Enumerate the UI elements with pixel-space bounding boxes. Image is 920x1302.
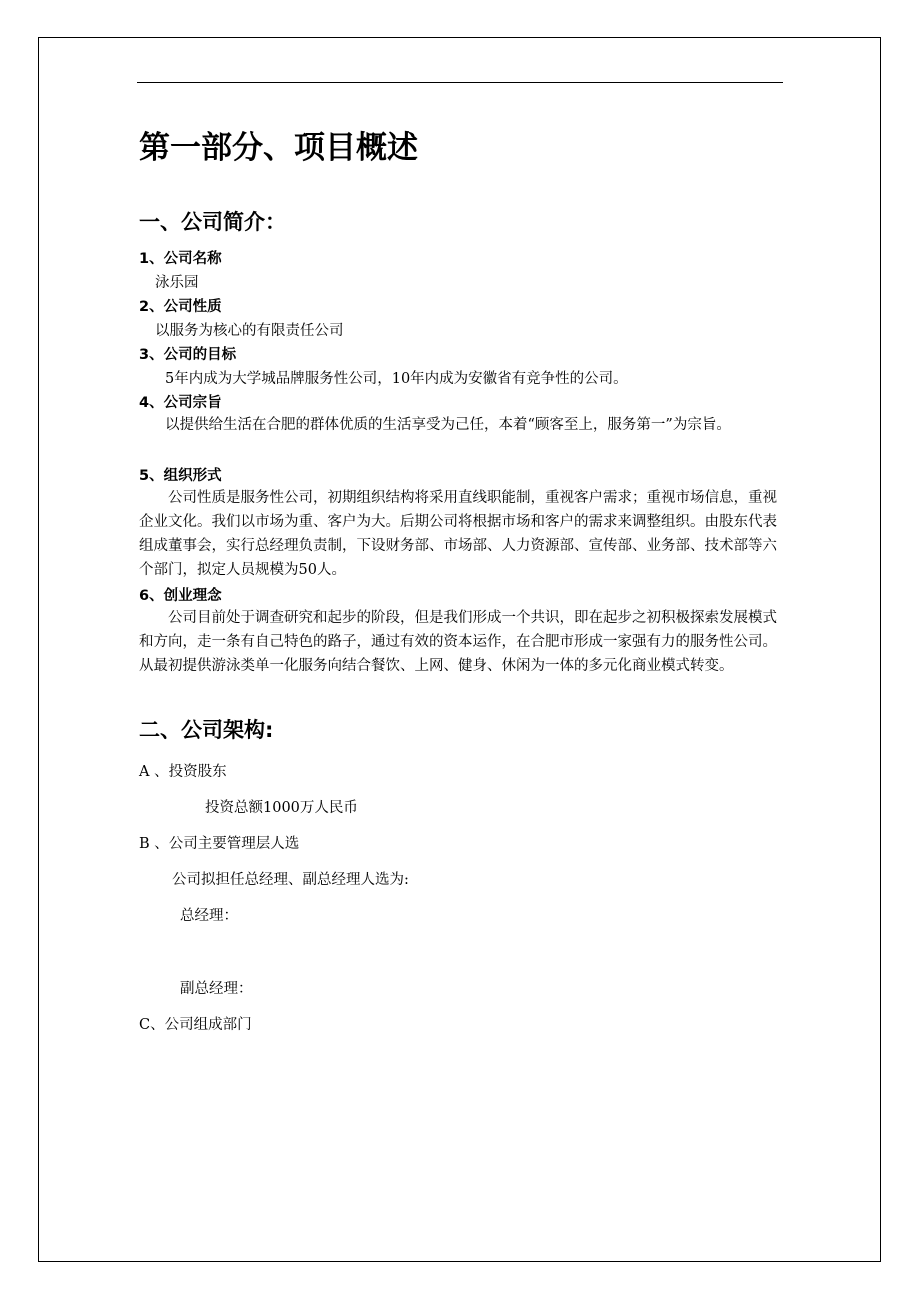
investment-amount-text: 投资总额1000万人民币 <box>205 800 358 816</box>
departments-label: C、公司组成部门 <box>139 1017 252 1033</box>
investor-label: A 、投资股东 <box>139 764 227 780</box>
management-intro-text: 公司拟担任总经理、副总经理人选为: <box>172 872 409 888</box>
organization-form-heading: 5、组织形式 <box>139 468 222 484</box>
company-nature-text: 以服务为核心的有限责任公司 <box>155 323 344 339</box>
management-label: B 、公司主要管理层人选 <box>139 836 300 852</box>
company-name-text: 泳乐园 <box>155 275 199 291</box>
company-tenet-heading: 4、公司宗旨 <box>139 395 222 411</box>
general-manager-label: 总经理： <box>180 908 238 924</box>
page-title: 第一部分、项目概述 <box>139 130 418 166</box>
company-goal-text: 5年内成为大学城品牌服务性公司，10年内成为安徽省有竞争性的公司。 <box>165 371 628 387</box>
header-rule <box>137 82 783 83</box>
company-tenet-text: 以提供给生活在合肥的群体优质的生活享受为己任，本着“顾客至上，服务第一”为宗旨。 <box>165 417 731 433</box>
organization-form-text: 公司性质是服务性公司，初期组织结构将采用直线职能制，重视客户需求；重视市场信息，重视企业文化。我们以市场为重、客户为大。后期公司将根据市场和客户的需求来调整组织。由股东代表组成董事会，实行总经理负责制，下设财务部、市场部、人力资源部、宣传部、业务部、技术部等六个部门，拟定人员规模为50人。 <box>139 490 777 578</box>
business-philosophy-heading: 6、创业理念 <box>139 588 222 604</box>
business-philosophy-text: 公司目前处于调查研究和起步的阶段，但是我们形成一个共识，即在起步之初积极探索发展模式和方向，走一条有自己特色的路子，通过有效的资本运作，在合肥市形成一家强有力的服务性公司。从最初提供游泳类单一化服务向结合餐饮、上网、健身、休闲为一体的多元化商业模式转变。 <box>139 610 777 674</box>
section-heading-company-intro: 一、公司简介： <box>139 210 286 234</box>
company-name-heading: 1、公司名称 <box>139 251 222 267</box>
section-heading-company-structure: 二、公司架构: <box>139 718 274 742</box>
deputy-general-manager-label: 副总经理： <box>180 981 253 997</box>
company-goal-heading: 3、公司的目标 <box>139 347 237 363</box>
company-nature-heading: 2、公司性质 <box>139 299 222 315</box>
